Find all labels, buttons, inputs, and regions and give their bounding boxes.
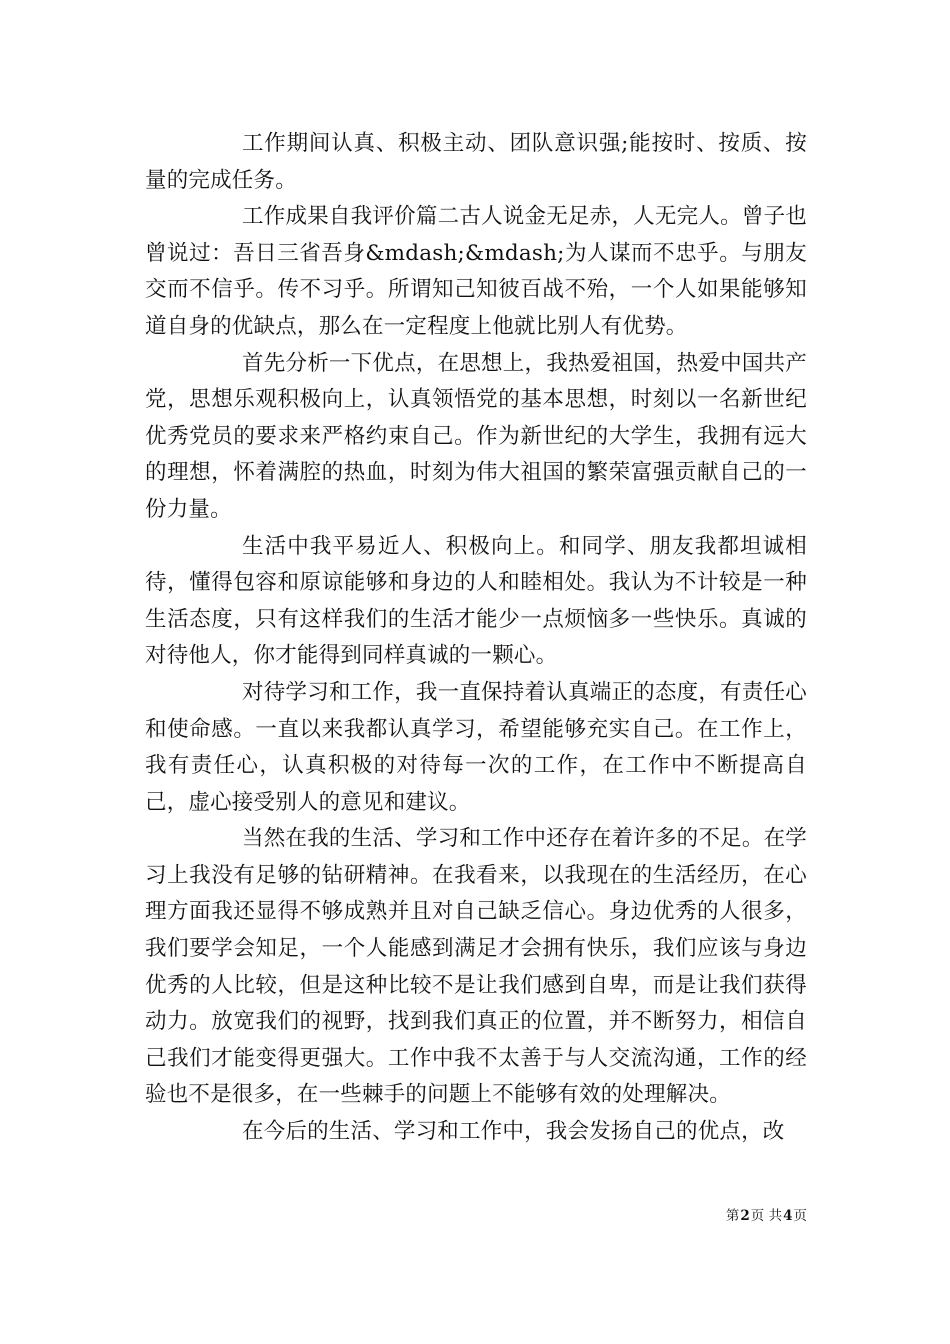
total-pages-number: 4 <box>783 1208 793 1224</box>
paragraph-4: 生活中我平易近人、积极向上。和同学、朋友我都坦诚相待，懂得包容和原谅能够和身边的人和睦相处。我认为不计较是一种生活态度，只有这样我们的生活才能少一点烦恼多一些快乐。真诚的对待他人，你才能得到同样真诚的一颗心。 <box>145 533 807 669</box>
current-page-number: 2 <box>740 1208 750 1224</box>
paragraph-1: 工作期间认真、积极主动、团队意识强;能按时、按质、按量的完成任务。 <box>145 131 807 193</box>
footer-suffix: 页 <box>793 1208 807 1224</box>
paragraph-7: 在今后的生活、学习和工作中，我会发扬自己的优点，改 <box>242 1119 785 1145</box>
paragraph-5: 对待学习和工作，我一直保持着认真端正的态度，有责任心和使命感。一直以来我都认真学习，希望能够充实自己。在工作上，我有责任心，认真积极的对待每一次的工作，在工作中不断提高自己，虚心接受别人的意见和建议。 <box>145 679 807 815</box>
paragraph-6: 当然在我的生活、学习和工作中还存在着许多的不足。在学习上我没有足够的钻研精神。在我看来，以我现在的生活经历，在心理方面我还显得不够成熟并且对自己缺乏信心。身边优秀的人很多，我们要学会知足，一个人能感到满足才会拥有快乐，我们应该与身边优秀的人比较，但是这种比较不是让我们感到自卑，而是让我们获得动力。放宽我们的视野，找到我们真正的位置，并不断努力，相信自己我们才能变得更强大。工作中我不太善于与人交流沟通，工作的经验也不是很多，在一些棘手的问题上不能够有效的处理解决。 <box>145 826 807 1108</box>
footer-prefix: 第 <box>725 1208 740 1224</box>
footer-middle: 页 共 <box>750 1208 783 1224</box>
paragraph-2: 工作成果自我评价篇二古人说金无足赤，人无完人。曾子也曾说过：吾日三省吾身&mdash;&mdash;为人谋而不忠乎。与朋友交而不信乎。传不习乎。所谓知己知彼百战不殆，一个人如果能够知道自身的优缺点，那么在一定程度上他就比别人有优势。 <box>145 204 807 339</box>
document-body <box>145 126 807 1151</box>
paragraph-3: 首先分析一下优点，在思想上，我热爱祖国，热爱中国共产党，思想乐观积极向上，认真领悟党的基本思想，时刻以一名新世纪优秀党员的要求来严格约束自己。作为新世纪的大学生，我拥有远大的理想，怀着满腔的热血，时刻为伟大祖国的繁荣富强贡献自己的一份力量。 <box>145 350 807 522</box>
page-footer <box>726 1207 807 1225</box>
